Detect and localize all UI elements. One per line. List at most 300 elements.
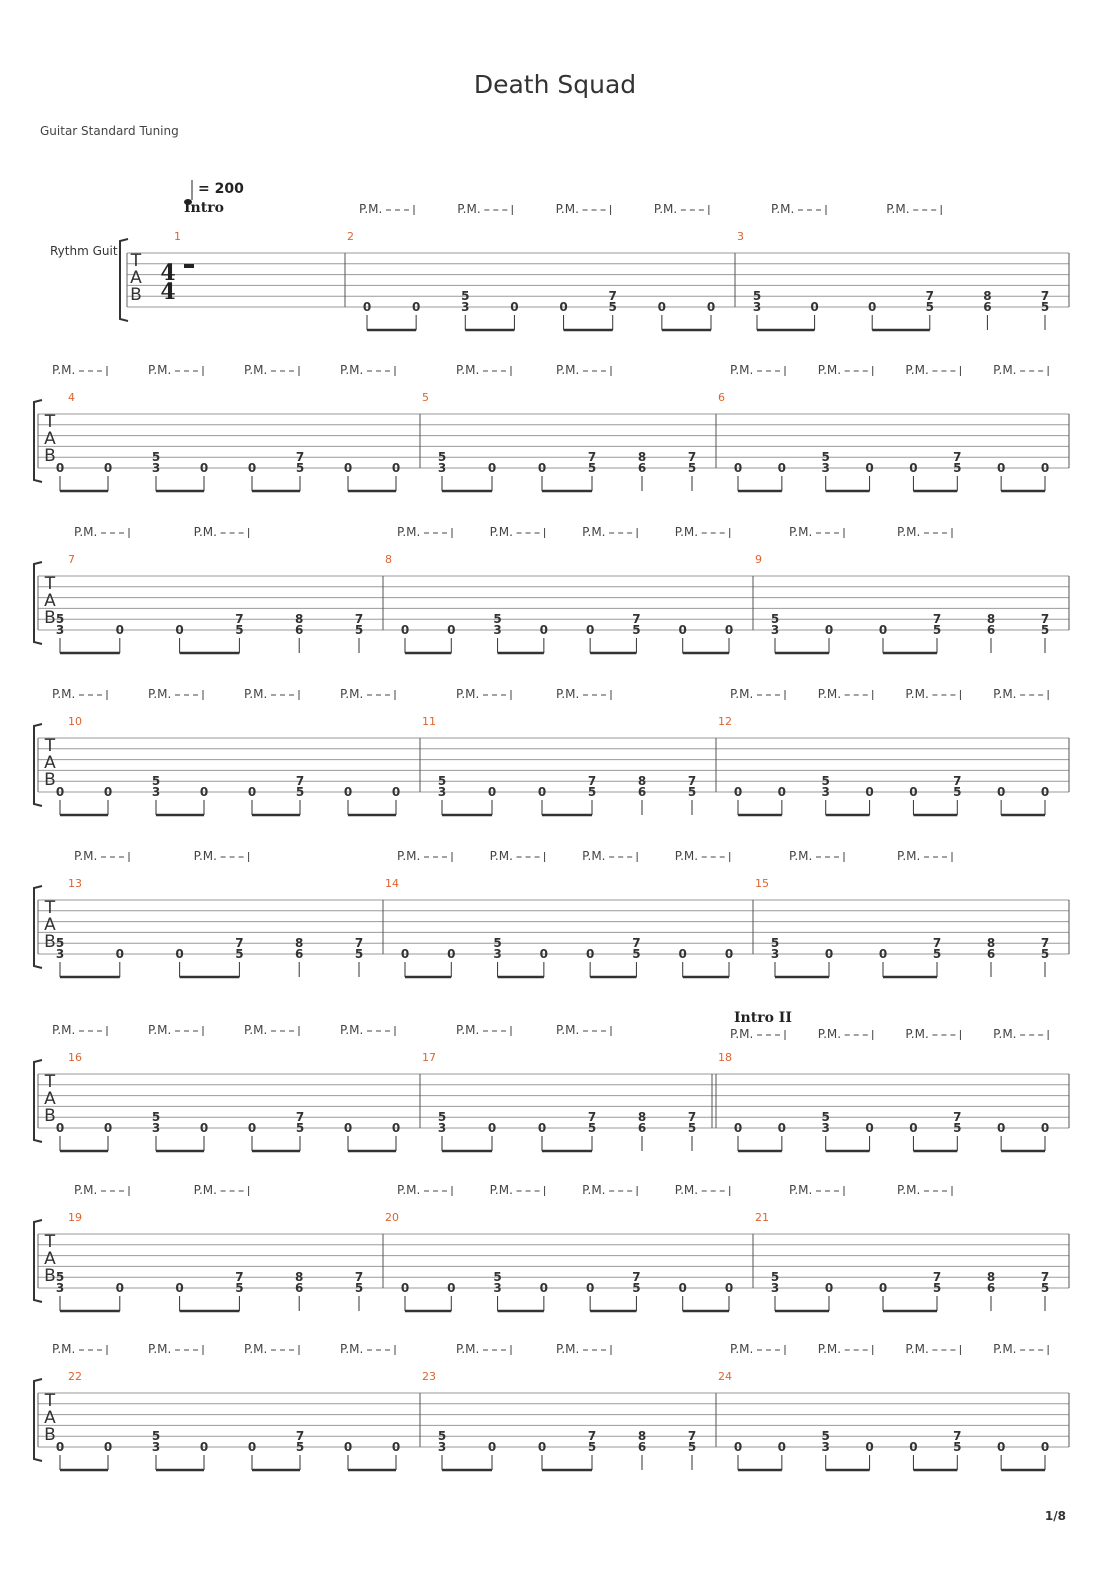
fret-number: 0 — [411, 300, 421, 314]
tab-clef-letter: A — [44, 1249, 56, 1269]
fret-number: 5 — [587, 1440, 597, 1454]
fret-number: 5 — [295, 1121, 305, 1135]
fret-number: 0 — [343, 1121, 353, 1135]
fret-number: 5 — [354, 623, 364, 637]
measure-number: 18 — [718, 1051, 732, 1064]
fret-number: 7 — [235, 936, 244, 951]
fret-number: 7 — [235, 1270, 244, 1285]
fret-number: 3 — [437, 785, 447, 799]
fret-number: 0 — [175, 623, 184, 637]
tab-clef-letter: B — [44, 1266, 56, 1286]
fret-number: 6 — [637, 1121, 647, 1135]
fret-number: 5 — [821, 774, 830, 789]
measure-number: 4 — [68, 391, 75, 404]
fret-number: 5 — [437, 1110, 447, 1125]
palm-mute-label: P.M. — [582, 1183, 606, 1197]
tab-clef-letter: B — [44, 770, 56, 790]
fret-number: 8 — [637, 774, 647, 789]
fret-number: 7 — [587, 1429, 597, 1444]
fret-number: 6 — [295, 623, 304, 637]
measure-number: 22 — [68, 1370, 82, 1383]
tab-clef-letter: B — [130, 285, 142, 305]
fret-number: 7 — [354, 1270, 364, 1285]
fret-number: 0 — [537, 1121, 547, 1135]
section-label: Intro II — [734, 1010, 792, 1026]
fret-number: 5 — [354, 947, 364, 961]
palm-mute-label: P.M. — [359, 202, 383, 216]
palm-mute-label: P.M. — [74, 1183, 98, 1197]
tuning-label: Guitar Standard Tuning — [40, 124, 179, 138]
fret-number: 0 — [733, 461, 743, 475]
palm-mute-label: P.M. — [456, 1023, 480, 1037]
measure-number: 14 — [385, 877, 399, 890]
fret-number: 0 — [678, 623, 687, 637]
fret-number: 0 — [996, 785, 1006, 799]
palm-mute-label: P.M. — [817, 1027, 842, 1041]
time-signature-numerator: 4 — [160, 260, 176, 286]
fret-number: 0 — [391, 1121, 401, 1135]
fret-number: 5 — [493, 936, 502, 951]
palm-mute-label: P.M. — [730, 687, 754, 701]
measure-number: 5 — [422, 391, 429, 404]
fret-number: 0 — [487, 461, 497, 475]
fret-number: 5 — [437, 1429, 447, 1444]
fret-number: 3 — [821, 1440, 830, 1454]
fret-number: 0 — [706, 300, 716, 314]
palm-mute-label: P.M. — [993, 687, 1017, 701]
fret-number: 6 — [637, 461, 647, 475]
fret-number: 5 — [687, 461, 697, 475]
fret-number: 5 — [437, 450, 447, 465]
fret-number: 0 — [777, 1121, 787, 1135]
palm-mute-label: P.M. — [905, 1342, 929, 1356]
fret-number: 5 — [932, 623, 942, 637]
measure-number: 11 — [422, 715, 436, 728]
fret-number: 0 — [391, 785, 401, 799]
fret-number: 3 — [821, 1121, 830, 1135]
fret-number: 3 — [493, 947, 502, 961]
fret-number: 3 — [437, 461, 447, 475]
fret-number: 3 — [151, 461, 161, 475]
fret-number: 3 — [752, 300, 762, 314]
fret-number: 8 — [637, 450, 647, 465]
fret-number: 0 — [777, 1440, 787, 1454]
fret-number: 0 — [559, 300, 568, 314]
fret-number: 7 — [632, 612, 641, 627]
fret-number: 7 — [687, 774, 697, 789]
fret-number: 0 — [1040, 1440, 1050, 1454]
palm-mute-label: P.M. — [993, 1027, 1017, 1041]
fret-number: 5 — [770, 612, 780, 627]
palm-mute-label: P.M. — [817, 687, 842, 701]
measure-number: 7 — [68, 553, 75, 566]
fret-number: 0 — [909, 1440, 918, 1454]
measure-number: 1 — [174, 230, 181, 243]
measure-number: 10 — [68, 715, 82, 728]
fret-number: 0 — [537, 1440, 547, 1454]
measure-number: 15 — [755, 877, 769, 890]
fret-number: 3 — [770, 623, 780, 637]
fret-number: 0 — [103, 461, 113, 475]
palm-mute-label: P.M. — [817, 1342, 842, 1356]
tab-clef-letter: T — [44, 1232, 56, 1252]
palm-mute-label: P.M. — [993, 363, 1017, 377]
fret-number: 5 — [493, 1270, 502, 1285]
fret-number: 7 — [587, 774, 597, 789]
tab-clef-letter: B — [44, 932, 56, 952]
fret-number: 7 — [932, 1270, 942, 1285]
palm-mute-label: P.M. — [148, 363, 172, 377]
measure-number: 8 — [385, 553, 392, 566]
fret-number: 6 — [986, 947, 996, 961]
palm-mute-label: P.M. — [52, 1342, 76, 1356]
fret-number: 8 — [986, 612, 996, 627]
fret-number: 5 — [953, 1121, 962, 1135]
fret-number: 5 — [151, 1110, 161, 1125]
palm-mute-label: P.M. — [340, 687, 364, 701]
fret-number: 0 — [865, 461, 874, 475]
fret-number: 0 — [247, 1121, 257, 1135]
fret-number: 7 — [953, 450, 962, 465]
fret-number: 7 — [632, 936, 641, 951]
fret-number: 0 — [103, 1440, 113, 1454]
fret-number: 5 — [953, 461, 962, 475]
fret-number: 6 — [295, 947, 304, 961]
palm-mute-label: P.M. — [789, 1183, 813, 1197]
fret-number: 6 — [986, 623, 996, 637]
fret-number: 3 — [493, 1281, 502, 1295]
fret-number: 5 — [1040, 300, 1050, 314]
fret-number: 5 — [55, 612, 65, 627]
tempo-marking: = 200 — [198, 181, 244, 197]
fret-number: 0 — [362, 300, 372, 314]
palm-mute-label: P.M. — [397, 525, 421, 539]
fret-number: 0 — [824, 1281, 834, 1295]
tab-clef-letter: A — [130, 268, 142, 288]
fret-number: 0 — [115, 623, 124, 637]
fret-number: 7 — [1040, 289, 1050, 304]
palm-mute-label: P.M. — [789, 525, 813, 539]
fret-number: 7 — [687, 1110, 697, 1125]
fret-number: 6 — [295, 1281, 304, 1295]
fret-number: 0 — [678, 1281, 687, 1295]
palm-mute-label: P.M. — [244, 363, 268, 377]
palm-mute-label: P.M. — [556, 1023, 580, 1037]
palm-mute-label: P.M. — [148, 1023, 172, 1037]
fret-number: 3 — [151, 785, 161, 799]
fret-number: 0 — [199, 461, 209, 475]
fret-number: 0 — [343, 461, 353, 475]
palm-mute-label: P.M. — [771, 202, 795, 216]
fret-number: 5 — [587, 785, 597, 799]
fret-number: 8 — [983, 289, 992, 304]
palm-mute-label: P.M. — [897, 525, 921, 539]
fret-number: 0 — [539, 623, 549, 637]
fret-number: 0 — [55, 1121, 65, 1135]
fret-number: 0 — [55, 1440, 65, 1454]
fret-number: 5 — [953, 785, 962, 799]
tab-clef-letter: T — [44, 736, 56, 756]
fret-number: 5 — [932, 947, 942, 961]
fret-number: 3 — [821, 461, 830, 475]
palm-mute-label: P.M. — [457, 202, 481, 216]
palm-mute-label: P.M. — [674, 849, 699, 863]
palm-mute-label: P.M. — [730, 1027, 754, 1041]
fret-number: 7 — [687, 1429, 697, 1444]
fret-number: 5 — [1040, 947, 1050, 961]
fret-number: 0 — [878, 1281, 888, 1295]
measure-number: 20 — [385, 1211, 399, 1224]
palm-mute-label: P.M. — [456, 1342, 480, 1356]
tab-clef-letter: T — [44, 574, 56, 594]
fret-number: 5 — [752, 289, 762, 304]
measure-number: 24 — [718, 1370, 732, 1383]
palm-mute-label: P.M. — [397, 849, 421, 863]
palm-mute-label: P.M. — [674, 525, 699, 539]
fret-number: 5 — [687, 1440, 697, 1454]
fret-number: 5 — [821, 1429, 830, 1444]
fret-number: 5 — [821, 1110, 830, 1125]
fret-number: 0 — [539, 947, 549, 961]
tab-clef-letter: T — [44, 898, 56, 918]
measure-number: 16 — [68, 1051, 82, 1064]
fret-number: 8 — [295, 1270, 304, 1285]
fret-number: 0 — [510, 300, 519, 314]
measure-number: 9 — [755, 553, 762, 566]
fret-number: 0 — [103, 1121, 113, 1135]
fret-number: 3 — [493, 623, 502, 637]
fret-number: 5 — [932, 1281, 942, 1295]
fret-number: 5 — [687, 785, 697, 799]
fret-number: 5 — [632, 947, 641, 961]
palm-mute-label: P.M. — [340, 363, 364, 377]
fret-number: 0 — [733, 1440, 743, 1454]
fret-number: 5 — [235, 947, 244, 961]
fret-number: 7 — [295, 774, 305, 789]
fret-number: 0 — [585, 623, 595, 637]
fret-number: 5 — [770, 1270, 780, 1285]
palm-mute-label: P.M. — [193, 1183, 217, 1197]
palm-mute-label: P.M. — [582, 525, 606, 539]
fret-number: 5 — [151, 1429, 161, 1444]
fret-number: 5 — [1040, 1281, 1050, 1295]
fret-number: 5 — [461, 289, 470, 304]
tab-clef-letter: T — [130, 251, 142, 271]
fret-number: 0 — [537, 461, 547, 475]
palm-mute-label: P.M. — [886, 202, 910, 216]
fret-number: 0 — [1040, 1121, 1050, 1135]
fret-number: 5 — [295, 785, 305, 799]
fret-number: 0 — [343, 785, 353, 799]
page-title: Death Squad — [473, 70, 637, 99]
measure-number: 17 — [422, 1051, 436, 1064]
tab-clef-letter: A — [44, 591, 56, 611]
measure-number: 23 — [422, 1370, 436, 1383]
measure-number: 19 — [68, 1211, 82, 1224]
fret-number: 0 — [996, 1121, 1006, 1135]
palm-mute-label: P.M. — [340, 1023, 364, 1037]
fret-number: 5 — [295, 461, 305, 475]
track-name: Rythm Guit — [50, 244, 118, 258]
fret-number: 0 — [115, 947, 124, 961]
fret-number: 5 — [632, 1281, 641, 1295]
fret-number: 0 — [1040, 461, 1050, 475]
fret-number: 0 — [55, 461, 65, 475]
palm-mute-label: P.M. — [556, 363, 580, 377]
tab-clef-letter: T — [44, 1391, 56, 1411]
tab-clef-letter: A — [44, 753, 56, 773]
fret-number: 6 — [986, 1281, 996, 1295]
fret-number: 0 — [996, 461, 1006, 475]
fret-number: 0 — [199, 785, 209, 799]
palm-mute-label: P.M. — [993, 1342, 1017, 1356]
fret-number: 7 — [587, 1110, 597, 1125]
fret-number: 0 — [824, 623, 834, 637]
palm-mute-label: P.M. — [193, 849, 217, 863]
fret-number: 5 — [770, 936, 780, 951]
fret-number: 0 — [247, 1440, 257, 1454]
fret-number: 0 — [909, 785, 918, 799]
palm-mute-label: P.M. — [674, 1183, 699, 1197]
tab-clef-letter: A — [44, 915, 56, 935]
fret-number: 0 — [878, 623, 888, 637]
fret-number: 0 — [115, 1281, 124, 1295]
fret-number: 7 — [953, 774, 962, 789]
palm-mute-label: P.M. — [193, 525, 217, 539]
fret-number: 0 — [343, 1440, 353, 1454]
palm-mute-label: P.M. — [653, 202, 678, 216]
palm-mute-label: P.M. — [905, 1027, 929, 1041]
fret-number: 7 — [295, 1429, 305, 1444]
fret-number: 3 — [151, 1440, 161, 1454]
palm-mute-label: P.M. — [52, 363, 76, 377]
fret-number: 0 — [810, 300, 819, 314]
fret-number: 5 — [354, 1281, 364, 1295]
tab-clef-letter: B — [44, 1106, 56, 1126]
palm-mute-label: P.M. — [74, 849, 98, 863]
palm-mute-label: P.M. — [905, 687, 929, 701]
fret-number: 5 — [687, 1121, 697, 1135]
fret-number: 7 — [295, 1110, 305, 1125]
fret-number: 5 — [235, 1281, 244, 1295]
fret-number: 3 — [437, 1440, 447, 1454]
fret-number: 7 — [953, 1429, 962, 1444]
palm-mute-label: P.M. — [340, 1342, 364, 1356]
page-number: 1/8 — [1044, 1509, 1066, 1523]
fret-number: 3 — [770, 947, 780, 961]
fret-number: 0 — [400, 1281, 410, 1295]
measure-number: 12 — [718, 715, 732, 728]
palm-mute-label: P.M. — [556, 687, 580, 701]
palm-mute-label: P.M. — [74, 525, 98, 539]
fret-number: 5 — [493, 612, 502, 627]
fret-number: 0 — [878, 947, 888, 961]
palm-mute-label: P.M. — [244, 1342, 268, 1356]
fret-number: 5 — [632, 623, 641, 637]
fret-number: 7 — [687, 450, 697, 465]
fret-number: 5 — [55, 936, 65, 951]
fret-number: 0 — [487, 1440, 497, 1454]
fret-number: 0 — [539, 1281, 549, 1295]
fret-number: 0 — [487, 1121, 497, 1135]
fret-number: 7 — [925, 289, 934, 304]
fret-number: 3 — [821, 785, 830, 799]
fret-number: 5 — [235, 623, 244, 637]
palm-mute-label: P.M. — [52, 687, 76, 701]
half-rest — [184, 264, 194, 268]
fret-number: 8 — [637, 1429, 647, 1444]
fret-number: 5 — [925, 300, 934, 314]
fret-number: 7 — [608, 289, 617, 304]
fret-number: 0 — [537, 785, 547, 799]
fret-number: 0 — [585, 947, 595, 961]
palm-mute-label: P.M. — [148, 687, 172, 701]
fret-number: 3 — [437, 1121, 447, 1135]
fret-number: 0 — [733, 785, 743, 799]
fret-number: 7 — [587, 450, 597, 465]
fret-number: 0 — [724, 947, 734, 961]
fret-number: 8 — [986, 1270, 996, 1285]
fret-number: 0 — [247, 785, 257, 799]
fret-number: 5 — [151, 774, 161, 789]
fret-number: 5 — [953, 1440, 962, 1454]
palm-mute-label: P.M. — [148, 1342, 172, 1356]
fret-number: 6 — [637, 1440, 647, 1454]
fret-number: 8 — [295, 936, 304, 951]
tab-clef-letter: B — [44, 608, 56, 628]
tab-clef-letter: T — [44, 412, 56, 432]
palm-mute-label: P.M. — [52, 1023, 76, 1037]
palm-mute-label: P.M. — [817, 363, 842, 377]
fret-number: 7 — [632, 1270, 641, 1285]
measure-number: 6 — [718, 391, 725, 404]
fret-number: 8 — [986, 936, 996, 951]
fret-number: 0 — [487, 785, 497, 799]
fret-number: 0 — [777, 785, 787, 799]
fret-number: 5 — [587, 1121, 597, 1135]
fret-number: 0 — [391, 1440, 401, 1454]
measure-number: 3 — [737, 230, 744, 243]
fret-number: 3 — [55, 1281, 65, 1295]
fret-number: 0 — [447, 947, 456, 961]
tab-clef-letter: T — [44, 1072, 56, 1092]
fret-number: 0 — [824, 947, 834, 961]
palm-mute-label: P.M. — [730, 363, 754, 377]
fret-number: 0 — [996, 1440, 1006, 1454]
fret-number: 8 — [637, 1110, 647, 1125]
palm-mute-label: P.M. — [582, 849, 606, 863]
palm-mute-label: P.M. — [897, 1183, 921, 1197]
fret-number: 3 — [461, 300, 470, 314]
fret-number: 5 — [151, 450, 161, 465]
fret-number: 7 — [1040, 936, 1050, 951]
fret-number: 5 — [1040, 623, 1050, 637]
time-signature-denominator: 4 — [160, 279, 176, 305]
fret-number: 0 — [724, 623, 734, 637]
fret-number: 0 — [55, 785, 65, 799]
palm-mute-label: P.M. — [244, 1023, 268, 1037]
palm-mute-label: P.M. — [489, 525, 513, 539]
fret-number: 0 — [199, 1440, 209, 1454]
tab-clef-letter: A — [44, 1089, 56, 1109]
measure-number: 2 — [347, 230, 354, 243]
fret-number: 5 — [437, 774, 447, 789]
palm-mute-label: P.M. — [789, 849, 813, 863]
palm-mute-label: P.M. — [397, 1183, 421, 1197]
tab-clef-letter: A — [44, 1408, 56, 1428]
fret-number: 0 — [865, 785, 874, 799]
fret-number: 0 — [777, 461, 787, 475]
